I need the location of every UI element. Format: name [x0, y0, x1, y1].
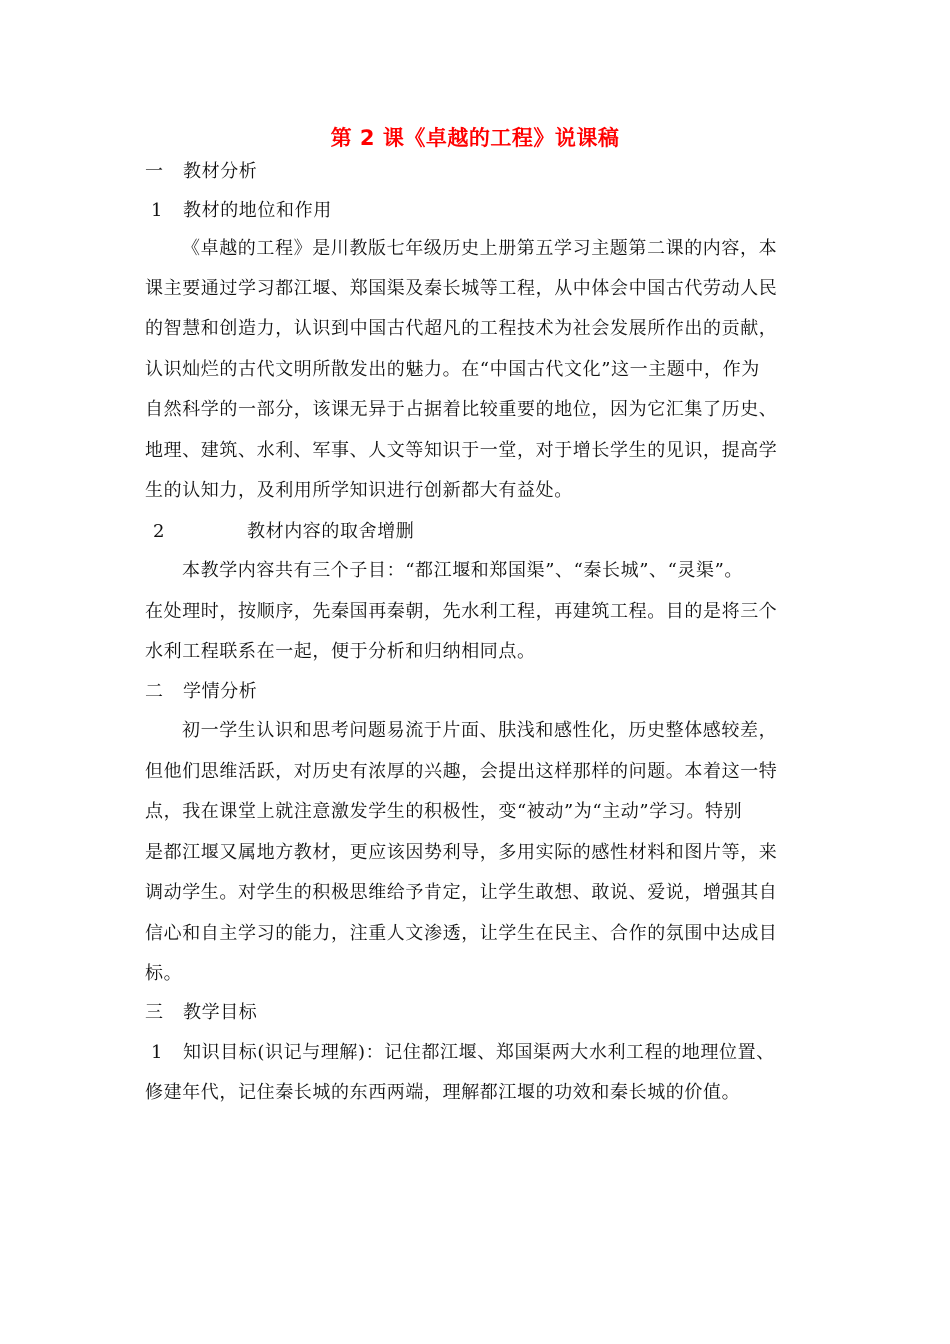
paragraph-line: 但他们思维活跃，对历史有浓厚的兴趣，会提出这样那样的问题。本着这一特	[145, 761, 778, 782]
paragraph-line: 的智慧和创造力，认识到中国古代超凡的工程技术为社会发展所作出的贡献，	[145, 318, 778, 339]
objective-item-1	[151, 1040, 775, 1066]
paragraph-line: 自然科学的一部分，该课无异于占据着比较重要的地位，因为它汇集了历史、	[145, 399, 778, 420]
section-title: 教材分析	[183, 161, 258, 182]
paragraph-line: 调动学生。对学生的积极思维给予肯定，让学生敢想、敢说、爱说，增强其自	[145, 882, 778, 903]
paragraph-line: 认识灿烂的古代文明所散发出的魅力。在“中国古代文化”这一主题中，作为	[145, 359, 760, 380]
section-number: 三	[145, 1002, 164, 1023]
subsection-heading-1	[151, 198, 332, 224]
paragraph-line: 知识目标(识记与理解)：记住都江堰、郑国渠两大水利工程的地理位置、	[183, 1042, 775, 1063]
subsection-heading-2	[153, 519, 414, 545]
paragraph-line: 生的认知力，及利用所学知识进行创新都大有益处。	[145, 480, 573, 501]
paragraph-line: 地理、建筑、水利、军事、人文等知识于一堂，对于增长学生的见识，提高学	[145, 440, 778, 461]
paragraph-line: 点，我在课堂上就注意激发学生的积极性，变“被动”为“主动”学习。特别	[145, 801, 743, 822]
paragraph-line: 是都江堰又属地方教材，更应该因势利导，多用实际的感性材料和图片等，来	[145, 842, 778, 863]
paragraph-line: 初一学生认识和思考问题易流于片面、肤浅和感性化，历史整体感较差，	[182, 720, 778, 741]
section-number: 二	[145, 681, 164, 702]
subsection-number: 1	[151, 200, 164, 221]
subsection-title: 教材内容的取舍增删	[247, 521, 415, 542]
item-number: 1	[151, 1042, 164, 1063]
document-title: 第 2 课《卓越的工程》说课稿	[330, 126, 620, 150]
paragraph-line: 本教学内容共有三个子目：“都江堰和郑国渠”、“秦长城”、“灵渠”。	[182, 560, 744, 581]
subsection-title: 教材的地位和作用	[183, 200, 332, 221]
section-heading-1	[145, 159, 257, 185]
section-heading-2	[145, 679, 257, 705]
paragraph-line: 《卓越的工程》是川教版七年级历史上册第五学习主题第二课的内容，本	[182, 238, 778, 259]
section-heading-3	[145, 1000, 257, 1026]
subsection-number: 2	[153, 521, 166, 542]
paragraph-line: 修建年代，记住秦长城的东西两端，理解都江堰的功效和秦长城的价值。	[145, 1082, 741, 1103]
paragraph-line: 在处理时，按顺序，先秦国再秦朝，先水利工程，再建筑工程。目的是将三个	[145, 601, 778, 622]
paragraph-line: 课主要通过学习都江堰、郑国渠及秦长城等工程，从中体会中国古代劳动人民	[145, 278, 778, 299]
section-title: 教学目标	[183, 1002, 258, 1023]
paragraph-line: 信心和自主学习的能力，注重人文渗透，让学生在民主、合作的氛围中达成目	[145, 923, 778, 944]
section-number: 一	[145, 161, 164, 182]
paragraph-line: 水利工程联系在一起，便于分析和归纳相同点。	[145, 641, 536, 662]
paragraph-line: 标。	[145, 963, 183, 984]
section-title: 学情分析	[183, 681, 258, 702]
